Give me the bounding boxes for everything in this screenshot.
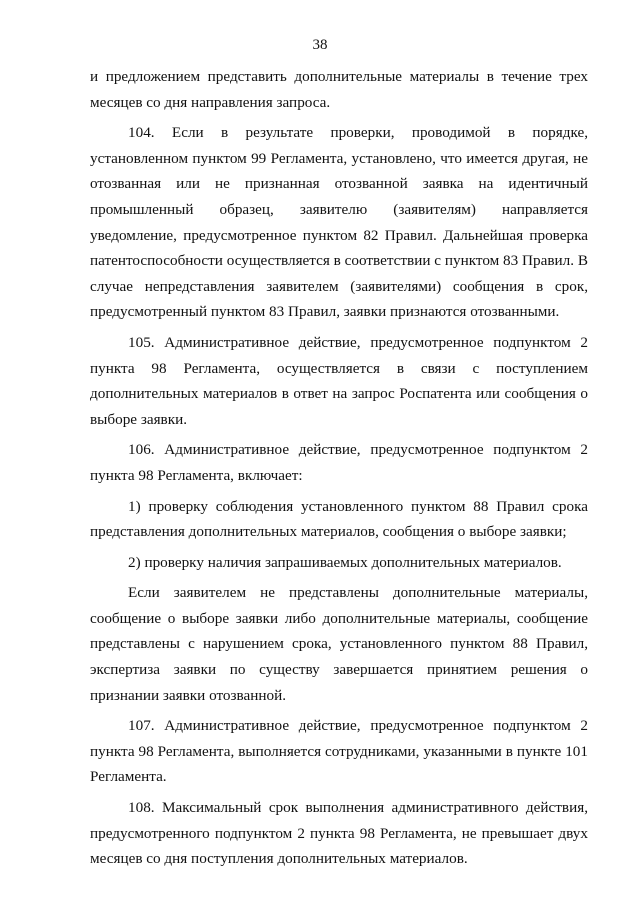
document-body [90,64,588,877]
paragraph-106-consequence: Если заявителем не представлены дополнительные материалы, сообщение о выборе заявки либо дополнительные материалы, сообщение представлены с нарушением срока, установленного пунктом 88 Правил, экспертиза заявки по существу завершается принятием решения о признании заявки отозванной. [90,584,588,704]
paragraph-105: 105. Административное действие, предусмотренное подпунктом 2 пункта 98 Регламента, осуществляется в связи с поступлением дополнительных материалов в ответ на запрос Роспатента или сообщения о выборе заявки. [90,333,588,428]
paragraph-108: 108. Максимальный срок выполнения административного действия, предусмотренного подпунктом 2 пункта 98 Регламента, не превышает двух месяцев со дня поступления дополнительных материалов. [90,799,588,868]
paragraph-104: 104. Если в результате проверки, проводимой в порядке, установленном пунктом 99 Регламента, установлено, что имеется другая, не отозванная или не признанная отозванной заявка на идентичный промышленный образец, заявителю (заявителям) направляется уведомление, предусмотренное пунктом 82 Правил. Дальнейшая проверка патентоспособности осуществляется в соответствии с пунктом 83 Правил. В случае непредставления заявителем (заявителями) сообщения в срок, предусмотренный пунктом 83 Правил, заявки признаются отозванными. [90,124,588,321]
paragraph-106: 106. Административное действие, предусмотренное подпунктом 2 пункта 98 Регламента, включает: [90,441,588,484]
paragraph-107: 107. Административное действие, предусмотренное подпунктом 2 пункта 98 Регламента, выполняется сотрудниками, указанными в пункте 101 Регламента. [90,717,588,786]
paragraph-continuation: и предложением представить дополнительные материалы в течение трех месяцев со дня направления запроса. [90,68,588,111]
paragraph-106-item-1: 1) проверку соблюдения установленного пунктом 88 Правил срока представления дополнительных материалов, сообщения о выборе заявки; [90,497,588,541]
page-number: 38 [312,37,328,53]
paragraph-106-item-2: 2) проверку наличия запрашиваемых дополнительных материалов. [128,553,562,571]
